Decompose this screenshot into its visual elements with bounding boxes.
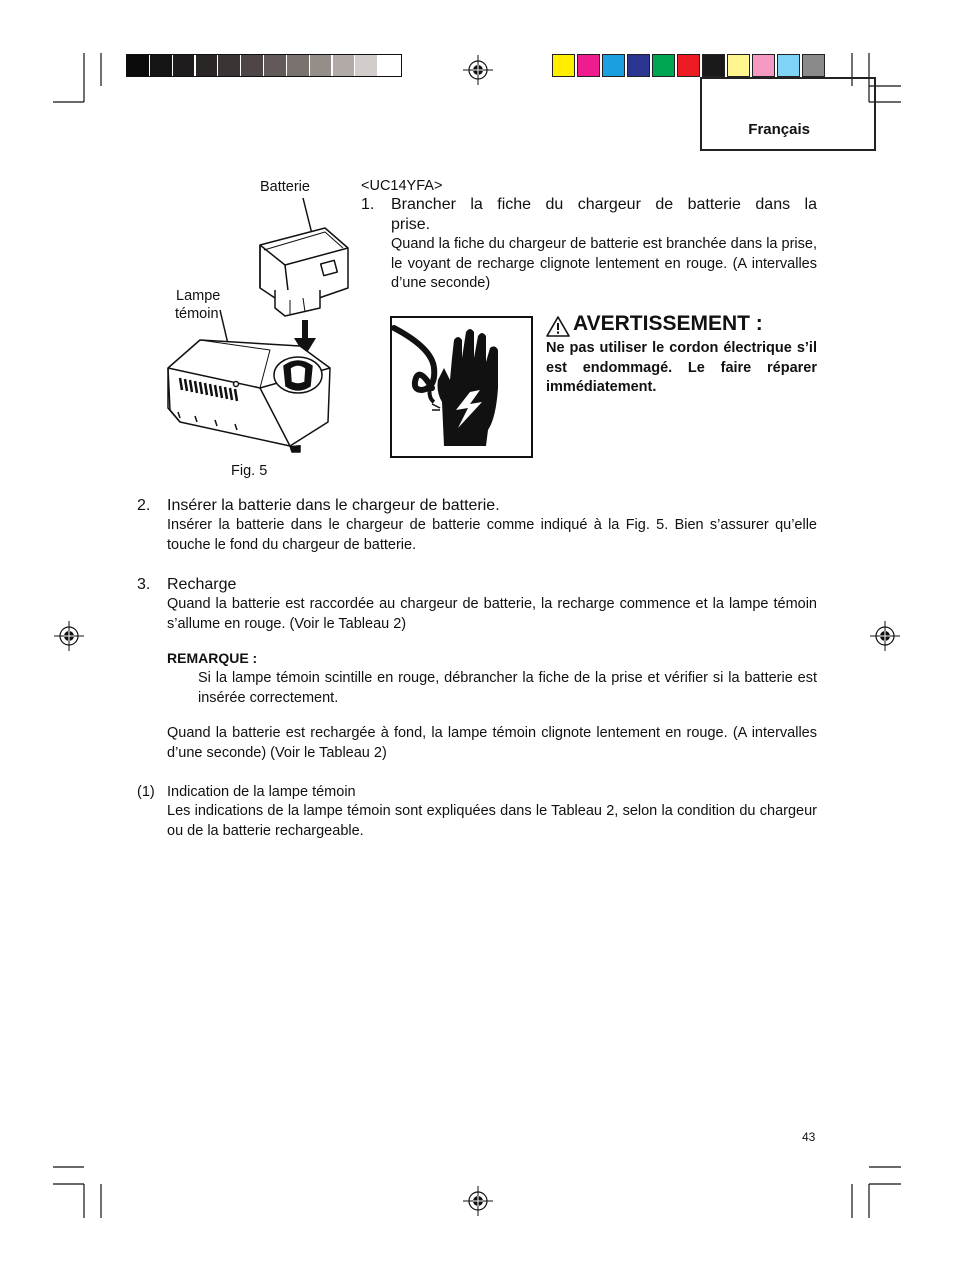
color-swatch — [627, 54, 650, 77]
color-swatch — [777, 54, 800, 77]
indication-title: Indication de la lampe témoin — [167, 784, 356, 800]
gray-swatch — [264, 55, 286, 76]
page-number: 43 — [802, 1130, 816, 1144]
figure-caption: Fig. 5 — [231, 463, 268, 479]
step1-text: Quand la fiche du chargeur de batterie est branchée dans la prise, le voyant de recharge clignote lentement en rouge. (A intervalles d’une seconde) — [391, 236, 817, 292]
gray-swatch — [333, 55, 355, 76]
color-swatch — [577, 54, 600, 77]
shock-hazard-icon — [390, 316, 533, 458]
color-swatch — [727, 54, 750, 77]
step1-title-line1: Brancher la fiche du chargeur de batterie dans la — [391, 196, 817, 213]
step3-number: 3. — [137, 576, 151, 593]
model-heading: <UC14YFA> — [361, 178, 443, 194]
gray-swatch — [173, 55, 195, 76]
color-swatch — [652, 54, 675, 77]
gray-swatch — [196, 55, 218, 76]
color-calibration-bar — [552, 54, 827, 77]
language-tab — [700, 77, 876, 151]
registration-target-icon — [463, 1186, 493, 1216]
gray-calibration-bar — [126, 54, 402, 77]
step2-title: Insérer la batterie dans le chargeur de batterie. — [167, 497, 500, 514]
color-swatch — [602, 54, 625, 77]
gray-swatch — [378, 55, 400, 76]
registration-target-icon — [870, 621, 900, 651]
registration-target-icon — [463, 55, 493, 85]
step2-text: Insérer la batterie dans le chargeur de batterie comme indiqué à la Fig. 5. Bien s’assurer qu’elle touche le fond du chargeur de batterie. — [167, 517, 817, 553]
note-text: Si la lampe témoin scintille en rouge, débrancher la fiche de la prise et vérifier si la batterie est insérée correctement. — [198, 670, 817, 706]
language-label: Français — [748, 121, 810, 138]
color-swatch — [702, 54, 725, 77]
indication-number: (1) — [137, 784, 155, 800]
gray-swatch — [310, 55, 332, 76]
indication-text: Les indications de la lampe témoin sont expliquées dans le Tableau 2, selon la condition du chargeur ou de la batterie rechargeable. — [167, 803, 817, 839]
color-swatch — [802, 54, 825, 77]
full-charge-text: Quand la batterie est rechargée à fond, la lampe témoin clignote lentement en rouge. (A intervalles d’une seconde) (Voir le Tableau 2) — [167, 725, 817, 761]
gray-swatch — [218, 55, 240, 76]
gray-swatch — [241, 55, 263, 76]
battery-charger-illustration — [160, 190, 350, 460]
warning-triangle-icon — [546, 315, 570, 337]
step1-title-line2: prise. — [391, 215, 431, 233]
step3-title: Recharge — [167, 576, 237, 593]
label-lamp-line2: témoin — [175, 306, 219, 322]
color-swatch — [752, 54, 775, 77]
warning-text: Ne pas utiliser le cordon électrique s’il est endommagé. Le faire réparer immédiatement. — [546, 340, 817, 395]
step3-text: Quand la batterie est raccordée au chargeur de batterie, la recharge commence et la lampe témoin s’allume en rouge. (Voir le Tableau 2) — [167, 596, 817, 632]
color-swatch — [552, 54, 575, 77]
gray-swatch — [127, 55, 149, 76]
step1-number: 1. — [361, 196, 375, 213]
registration-target-icon — [54, 621, 84, 651]
note-label: REMARQUE : — [167, 650, 258, 666]
gray-swatch — [287, 55, 309, 76]
label-lamp-line1: Lampe — [176, 288, 221, 304]
step2-number: 2. — [137, 497, 151, 514]
color-swatch — [677, 54, 700, 77]
gray-swatch — [150, 55, 172, 76]
step1-title — [391, 195, 817, 234]
warning-title: AVERTISSEMENT : — [573, 312, 763, 335]
label-battery: Batterie — [260, 179, 310, 195]
gray-swatch — [355, 55, 377, 76]
